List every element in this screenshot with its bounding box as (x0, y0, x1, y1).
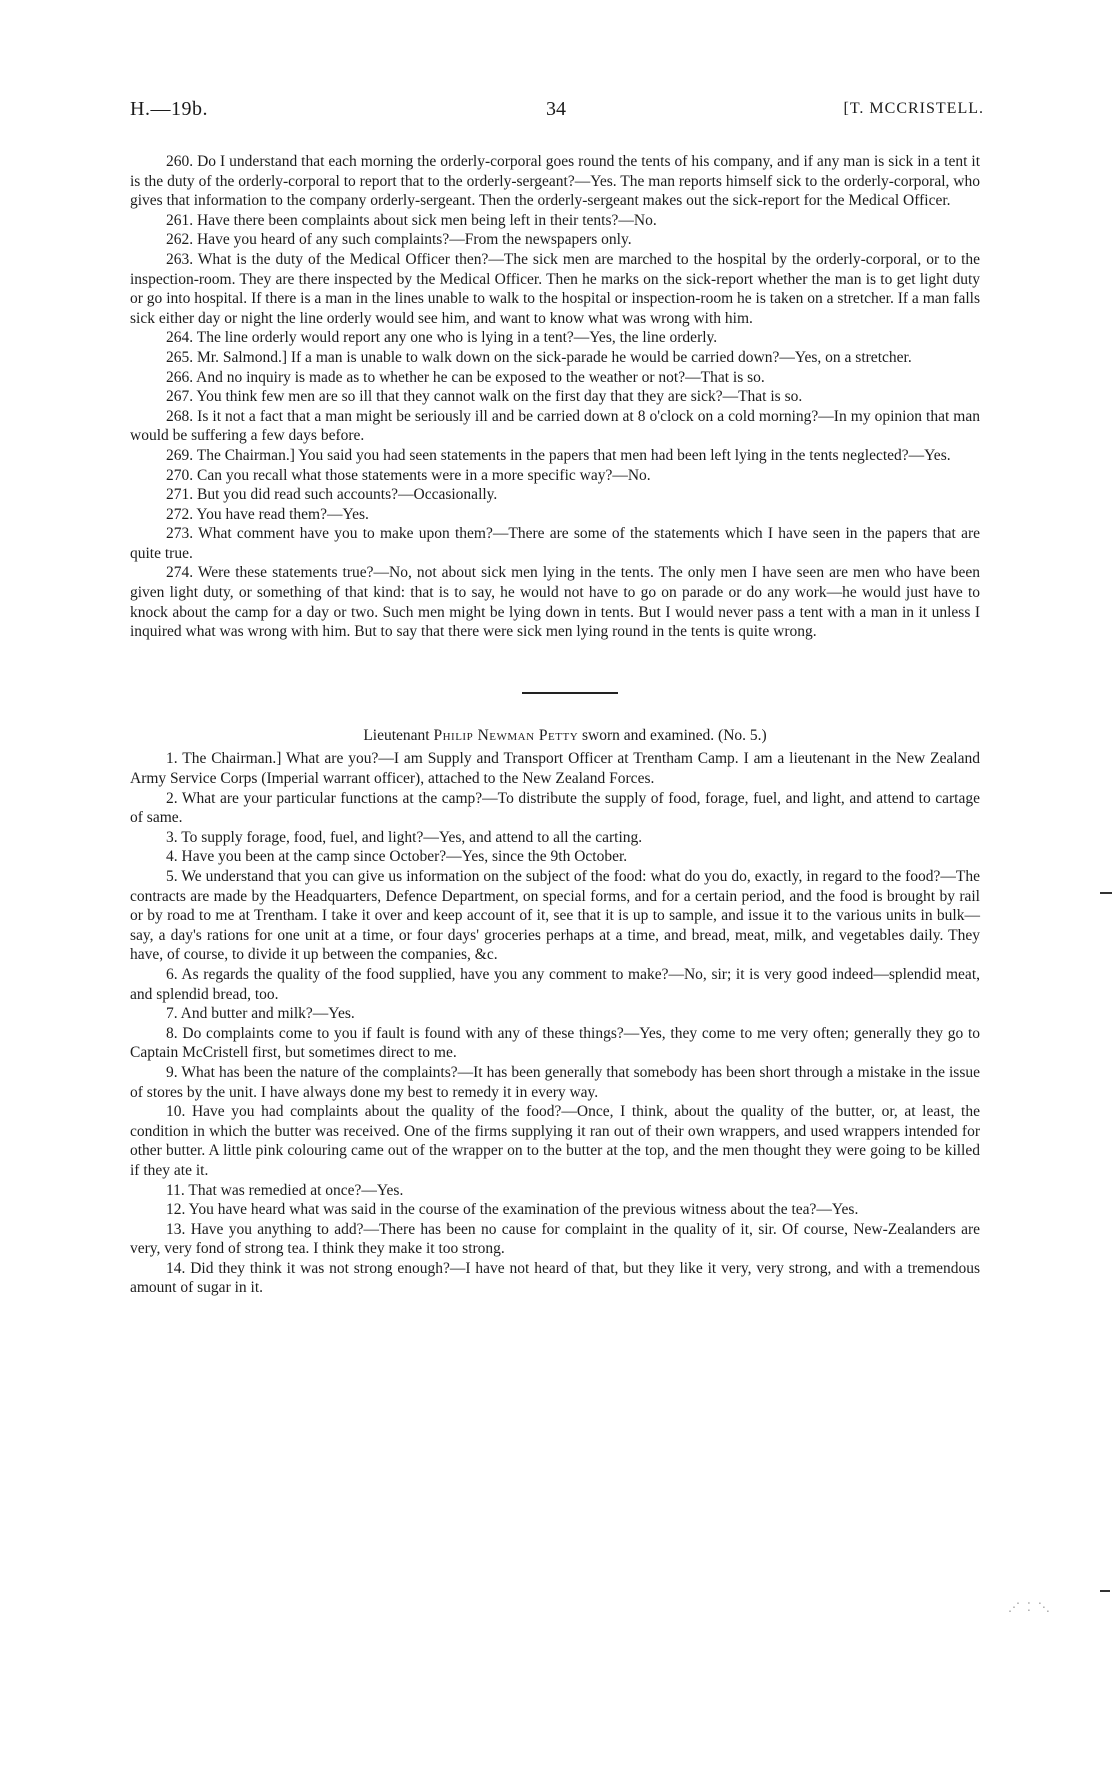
witness-name-header: [T. MCCRISTELL. (843, 100, 984, 117)
testimony-paragraph: 263. What is the duty of the Medical Officer then?—The sick men are marched to the hospital by the orderly-corporal, or to the inspection-room. They are there inspected by the Medical Officer. Then he marks on the sick-report whether the man is to get light duty or go into hospital. If there is a man in the lines unable to walk to the hospital or inspection-room he is taken on a stretcher. If a man falls sick either day or night the line orderly would see him, and want to know what was wrong with him. (130, 250, 980, 327)
testimony-paragraph: 14. Did they think it was not strong enough?—I have not heard of that, but they like it very, very strong, and with a tremendous amount of sugar in it. (130, 1259, 980, 1297)
testimony-paragraph: 9. What has been the nature of the complaints?—It has been generally that somebody has been short through a mistake in the issue of stores by the unit. I have always done my best to remedy it in every way. (130, 1063, 980, 1101)
testimony-paragraph: 8. Do complaints come to you if fault is found with any of these things?—Yes, they come to me very often; generally they go to Captain McCristell first, but sometimes direct to me. (130, 1024, 980, 1062)
section-title (130, 726, 980, 746)
testimony-part-1 (130, 152, 980, 642)
testimony-paragraph: 260. Do I understand that each morning the orderly-corporal goes round the tents of his company, and if any man is sick in a tent it is the duty of the orderly-corporal to report that to the orderly-sergeant?—Yes. The man reports himself sick to the orderly-corporal, who gives that information to the company orderly-sergeant. Then the orderly-sergeant makes out the sick-report for the Medical Officer. (130, 153, 980, 210)
testimony-paragraph: 271. But you did read such accounts?—Occasionally. (166, 486, 498, 504)
testimony-paragraph: 2. What are your particular functions at the camp?—To distribute the supply of food, forage, fuel, and light, and attend to cartage of same. (130, 789, 980, 827)
document-body (130, 152, 980, 1298)
testimony-part-2 (130, 749, 980, 1298)
section-title-suffix: sworn and examined. (No. 5.) (582, 726, 767, 744)
testimony-paragraph: 265. Mr. Salmond.] If a man is unable to walk down on the sick-parade he would be carried down?—Yes, on a stretcher. (166, 348, 912, 366)
testimony-paragraph: 268. Is it not a fact that a man might be seriously ill and be carried down at 8 o'clock on a cold morning?—In my opinion that man would be suffering a few days before. (130, 407, 980, 445)
witness-name: Philip Newman Petty (433, 726, 579, 744)
testimony-paragraph: 266. And no inquiry is made as to whether he can be exposed to the weather or not?—That is so. (166, 368, 765, 386)
testimony-paragraph: 274. Were these statements true?—No, not about sick men lying in the tents. The only men I have seen are men who have been given light duty, or something of that kind: that is to say, he would not have to go on parade or do any work—he would just have to knock about the camp for a day or two. Such men might be lying down in tents. But I would never pass a tent with a man in it unless I inquired what was wrong with him. But to say that there were sick men lying round in the tents is quite wrong. (130, 564, 980, 641)
testimony-paragraph: 11. That was remedied at once?—Yes. (166, 1181, 404, 1199)
testimony-paragraph: 261. Have there been complaints about sick men being left in their tents?—No. (166, 211, 657, 229)
testimony-paragraph: 7. And butter and milk?—Yes. (166, 1005, 355, 1023)
testimony-paragraph: 1. The Chairman.] What are you?—I am Supply and Transport Officer at Trentham Camp. I am a lieutenant in the New Zealand Army Service Corps (Imperial warrant officer), attached to the New Zealand Forces. (130, 750, 980, 788)
report-code: H.—19b. (130, 98, 208, 120)
testimony-paragraph: 6. As regards the quality of the food supplied, have you any comment to make?—No, sir; it is very good indeed—splendid meat, and splendid bread, too. (130, 965, 980, 1003)
margin-mark (1100, 892, 1112, 894)
testimony-paragraph: 262. Have you heard of any such complaints?—From the newspapers only. (166, 231, 632, 249)
testimony-paragraph: 264. The line orderly would report any one who is lying in a tent?—Yes, the line orderly. (166, 329, 718, 347)
testimony-paragraph: 273. What comment have you to make upon them?—There are some of the statements which I have seen in the papers that are quite true. (130, 525, 980, 562)
testimony-paragraph: 267. You think few men are so ill that they cannot walk on the first day that they are sick?—That is so. (166, 388, 803, 406)
page-header (128, 98, 984, 132)
section-title-prefix: Lieutenant (363, 726, 430, 744)
testimony-paragraph: 270. Can you recall what those statements were in a more specific way?—No. (166, 466, 651, 484)
page-number: 34 (546, 98, 566, 120)
testimony-paragraph: 10. Have you had complaints about the quality of the food?—Once, I think, about the quality of the butter, or, at least, the condition in which the butter was received. One of the firms supplying it ran out of their own wrappers, and used wrappers intended for other butter. A little pink colouring came out of the wrapper on to the butter at the top, and the men thought they were going to be killed if they ate it. (130, 1103, 980, 1179)
testimony-paragraph: 4. Have you been at the camp since October?—Yes, since the 9th October. (166, 848, 628, 866)
testimony-paragraph: 272. You have read them?—Yes. (166, 505, 369, 523)
testimony-paragraph: 5. We understand that you can give us information on the subject of the food: what do you do, exactly, in regard to the food?—The contracts are made by the Headquarters, Defence Department, on special forms, and for a certain period, and the food is brought by rail or by road to me at Trentham. I take it over and keep account of it, see that it is up to sample, and issue it to the various units in bulk—say, a day's rations for one unit at a time, or four days' groceries perhaps at a time, and bread, meat, milk, and vegetables daily. They have, of course, to divide it up between the companies, &c. (130, 868, 980, 964)
testimony-paragraph: 13. Have you anything to add?—There has been no cause for complaint in the quality of it, sir. Of course, New-Zealanders are very, very fond of strong tea. I think they make it too strong. (130, 1220, 980, 1258)
section-divider (522, 692, 618, 694)
testimony-paragraph: 12. You have heard what was said in the course of the examination of the previous witness about the tea?—Yes. (166, 1201, 859, 1219)
margin-mark (1100, 1590, 1110, 1592)
testimony-paragraph: 269. The Chairman.] You said you had seen statements in the papers that men had been left lying in the tents neglected?—Yes. (166, 446, 951, 464)
scan-speckle: ⋰ ⁚ ⋱ (1008, 1600, 1052, 1614)
testimony-paragraph: 3. To supply forage, food, fuel, and light?—Yes, and attend to all the carting. (166, 828, 643, 846)
